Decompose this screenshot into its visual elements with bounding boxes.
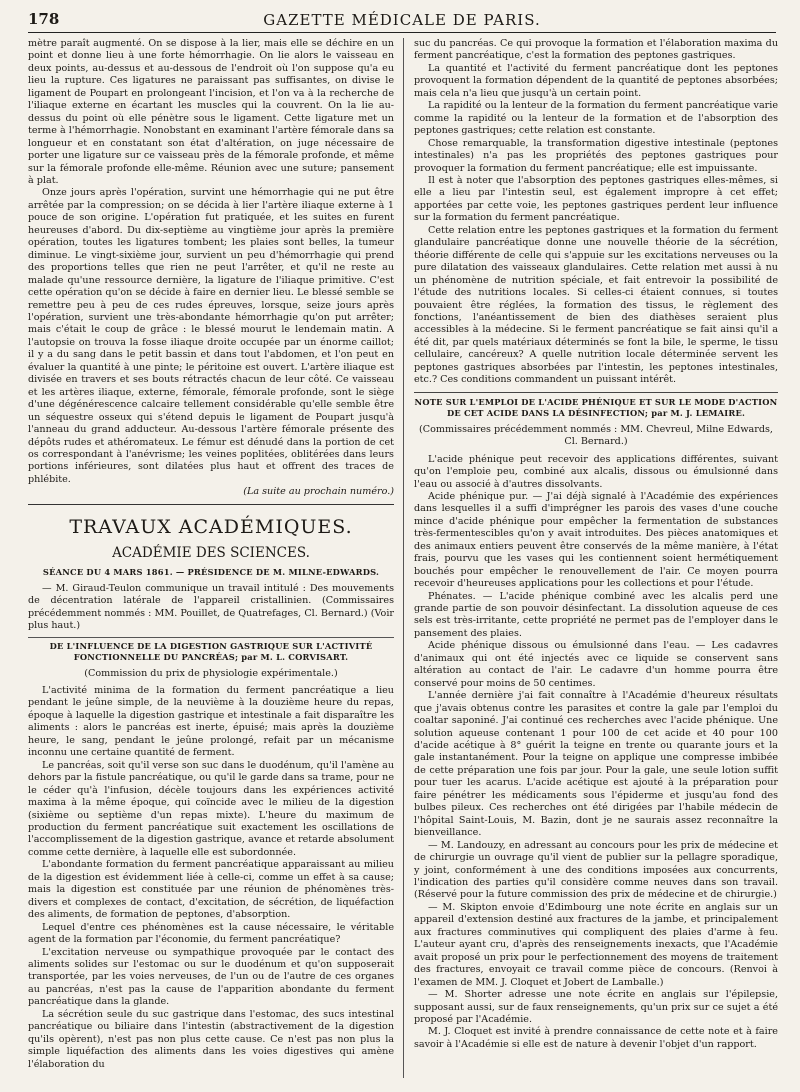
paragraph: Cette relation entre les peptones gastriques et la formation du ferment glandulaire pancréatique donne une nouvelle théorie de la sécrétion, théorie différente de celle qui s'appuie sur les excitations nerveuses ou la pure dilatation des vaisseaux glandulaires. Cette relation met aussi à nu un phénomène de nutrition spéciale, et fait entrevoir la possibilité de l'étude des nutritions locales. Si celles-ci étaient connues, si toutes pouvaient être réglées, la formation des tissus, le règlement des fonctions, l'anéantissement de bien des diathèses seraient plus accessibles à la médecine. Si le ferment pancréatique se fait ainsi qu'il a été dit, par quels matériaux déterminés se font la bile, le sperme, le tissu cellulaire, cancéreux? A quelle nutrition locale déterminée servent les peptones gastriques absorbées par l'intestin, les peptones intestinales, etc.? Ces conditions commandent un puissant intérêt.: [414, 224, 778, 386]
paragraph: Chose remarquable, la transformation digestive intestinale (peptones intestinales) n'a pas les propriétés des peptones gastriques pour provoquer la formation du ferment pancréatique; elle est impuissante.: [414, 137, 778, 174]
column-divider: [403, 38, 404, 1078]
paragraph: L'année dernière j'ai fait connaître à l'Académie d'heureux résultats que j'avais obtenus contre les parasites et contre la gale par l'emploi du coaltar saponiné. J'ai continué ces recherches avec l'acide phénique. Une solution aqueuse contenant 1 pour 100 de cet acide et 40 pour 100 d'acide acétique à 8° guérit la teigne en trente ou quarante jours et la gale instantanément. Pour la teigne on applique une compresse imbibée de cette préparation une fois par jour. Pour la gale, une seule lotion suffit pour tuer les acarus. L'acide acétique est ajouté à la préparation pour faire pénétrer les médicaments sous l'épiderme et jusqu'au fond des bulbes pileux. Ces recherches ont été dirigées par l'habile médecin de l'hôpital Saint-Louis, M. Bazin, dont je ne saurais assez reconnaître la bienveillance.: [414, 690, 778, 839]
paragraph: La sécrétion seule du suc gastrique dans l'estomac, des sucs intestinal pancréatique ou biliaire dans l'intestin (abstractivement de la digestion qu'ils opèrent), n'est pas non plus cette cause. Ce n'est pas non plus la simple liquéfaction des aliments dans les voies digestives qui amène l'élaboration du: [28, 1008, 394, 1070]
paragraph: — M. Landouzy, en adressant au concours pour les prix de médecine et de chirurgie un ouvrage qu'il vient de publier sur la pellagre sporadique, y joint, conformément à une des conditions imposées aux concurrents, l'indication des parties qu'il considère comme neuves dans son travail. (Réservé pour la future commission des prix de médecine et de chirurgie.): [414, 839, 778, 901]
paragraph: L'excitation nerveuse ou sympathique provoquée par le contact des aliments solides sur l'estomac ou sur le duodénum et qu'on supposerait transportée, par les voies nerveuses, de l'un ou de l'autre de ces organes au pancréas, n'est pas la cause de l'apparition abondante du ferment pancréatique dans la glande.: [28, 946, 394, 1008]
paragraph: Acide phénique pur. — J'ai déjà signalé à l'Académie des expériences dans lesquelles il a suffi d'imprégner les parois des vases d'une couche mince d'acide phénique pour empêcher la fermentation de substances très-fermentescibles qu'on y avait introduites. Des pièces anatomiques et des animaux entiers peuvent être conservés de la même manière, à l'état frais, pourvu que les vases qui les contiennent soient hermétiquement bouchés pour empêcher le renouvellement de l'air. Ce moyen pourra recevoir d'heureuses applications pour les collections et pour l'étude.: [414, 490, 778, 590]
paragraph: La quantité et l'activité du ferment pancréatique dont les peptones provoquent la formation dépendent de la quantité de peptones absorbées; mais cela n'a lieu que jusqu'à un certain point.: [414, 62, 778, 99]
section-title: TRAVAUX ACADÉMIQUES.: [69, 515, 353, 538]
paragraph: M. J. Cloquet est invité à prendre connaissance de cette note et à faire savoir à l'Académie si elle est de nature à devenir l'objet d'un rapport.: [414, 1026, 778, 1050]
paragraph: Acide phénique dissous ou émulsionné dans l'eau. — Les cadavres d'animaux qui ont été injectés avec ce liquide se conservent sans altération au contact de l'air. Le cadavre d'un homme pourra être conservé pour moins de 50 centimes.: [414, 640, 778, 689]
journal-title: GAZETTE MÉDICALE DE PARIS.: [263, 11, 541, 29]
paragraph: L'abondante formation du ferment pancréatique apparaissant au milieu de la digestion est évidemment liée à celle-ci, comme un effet à sa cause; mais la digestion est constituée par une réunion de phénomènes très-divers et complexes de contact, d'excitation, de sécrétion, de liquéfaction des aliments, de formation de peptones, d'absorption.: [28, 859, 394, 921]
continued-note: (La suite au prochain numéro.): [243, 486, 394, 498]
paragraph: suc du pancréas. Ce qui provoque la formation et l'élaboration maxima du ferment pancréatique, c'est la formation des peptones gastriques.: [414, 38, 778, 62]
paragraph: Le pancréas, soit qu'il verse son suc dans le duodénum, qu'il l'amène au dehors par la fistule pancréatique, ou qu'il le garde dans sa trame, pour ne le céder qu'à l'infusion, décèle toujours dans les expériences activité maxima à la même époque, qui coïncide avec le milieu de la digestion (sixième ou septième d'un repas mixte). L'heure du maximum de production du ferment pancréatique suit exactement les oscillations de l'accomplissement de la digestion gastrique, avance et retarde absolument comme cette dernière, à laquelle elle est subordonnée.: [28, 759, 394, 858]
left-column: [28, 38, 394, 1071]
article-title: NOTE SUR L'EMPLOI DE L'ACIDE PHÉNIQUE ET SUR LE MODE D'ACTION DE CET ACIDE DANS LA DÉSINFECTION; par M. J. LEMAIRE.: [414, 392, 778, 419]
article-title: DE L'INFLUENCE DE LA DIGESTION GASTRIQUE SUR L'ACTIVITÉ FONCTIONNELLE DU PANCRÉAS; par M. L. CORVISART.: [49, 640, 373, 662]
paragraph: La rapidité ou la lenteur de la formation du ferment pancréatique varie comme la rapidité ou la lenteur de la formation et de l'absorption des peptones gastriques; cette relation est constante.: [414, 100, 778, 137]
paragraph: mètre paraît augmenté. On se dispose à la lier, mais elle se déchire en un point et donne lieu à une forte hémorrhagie. On lie alors le vaisseau en deux points, au-dessus et au-dessous de l'endroit où l'on suppose qu'a eu lieu la rupture. Ces ligatures ne paraissant pas suffisantes, on divise le ligament de Poupart en prolongeant l'incision, et l'on va à la recherche de l'iliaque externe en écartant les muscles qui la couvrent. On la lie au-dessus du point où elle pénètre sous le ligament. Cette ligature met un terme à l'hémorrhagie. Nonobstant en examinant l'artère fémorale dans sa longueur et en constatant son état d'altération, on juge nécessaire de porter une ligature sur ce vaisseau près de la fémorale profonde, et même sur la fémorale profonde elle-même. Réunion avec une suture; pansement à plat.: [28, 38, 394, 186]
paragraph: Onze jours après l'opération, survint une hémorrhagie qui ne put être arrêtée par la compression; on se décida à lier l'artère iliaque externe à 1 pouce de son origine. L'opération fut pratiquée, et les suites en furent heureuses d'abord. Du dix-septième au vingtième jour après la première opération, toutes les ligatures tombent; les plaies sont belles, la tumeur diminue. Le vingt-sixième jour, survient un peu d'hémorrhagie qui prend des proportions telles que rien ne peut l'arrêter, et qu'il ne reste au malade qu'une ressource dernière, la ligature de l'iliaque primitive. C'est cette opération qu'on se décide à faire en dernier lieu. Le blessé semble se remettre peu à peu de ces rudes épreuves, lorsque, seize jours après l'opération, survient une très-abondante hémorrhagie qu'on put arrêter; mais c'était le coup de grâce : le blessé mourut le lendemain matin. A l'autopsie on trouva la fosse iliaque droite occupée par un énorme caillot; il y a du sang dans le petit bassin et dans tout l'abdomen, et l'on peut en évaluer la quantité à une pinte; le péritoine est ouvert. L'artère iliaque est divisée en travers et ses bouts rétractés chacun de leur côté. Ce vaisseau et les artères iliaque, externe, fémorale, fémorale profonde, sont le siège d'une dégénérescence calcaire tellement considérable qu'elle semble être un séquestre osseux qui s'étend depuis le ligament de Poupart jusqu'à l'anneau du grand adducteur. Au-dessous l'artère fémorale présente des dépôts rudes et athéromateux. Le fémur est dénudé dans la portion de cet os correspondant à l'anévrisme; les veines poplitées, oblitérées dans leurs portions inférieures, sont dilatées plus haut et offrent des traces de phlébite.: [28, 187, 394, 485]
paragraph: — M. Skipton envoie d'Edimbourg une note écrite en anglais sur un appareil d'extension destiné aux fractures de la jambe, et principalement aux fractures comminutives qui compliquent des plaies d'arme à feu. L'auteur ayant cru, d'après des renseignements inexacts, que l'Académie avait proposé un prix pour le perfectionnement des moyens de traitement des fractures, envoyait ce travail comme pièce de concours. (Renvoi à l'examen de MM. J. Cloquet et Jobert de Lamballe.): [414, 901, 778, 988]
paragraph: — M. Giraud-Teulon communique un travail intitulé : Des mouvements de décentration latérale de l'appareil cristallinien. (Commissaires précédemment nommés : MM. Pouillet, de Quatrefages, Cl. Bernard.) (Voir plus haut.): [28, 582, 394, 632]
commission-note: (Commission du prix de physiologie expérimentale.): [84, 667, 338, 679]
paragraph: L'activité minima de la formation du ferment pancréatique a lieu pendant le jeûne simple, de la neuvième à la douzième heure du repas, époque à laquelle la digestion gastrique et intestinale a fait disparaître les aliments : alors le pancréas est inerte, épuisé; mais après la douzième heure, le sang, pendant le jeûne prolongé, refait par un mécanisme inconnu une certaine quantité de ferment.: [28, 685, 394, 759]
section-rule: [28, 504, 394, 505]
right-column: [414, 38, 778, 1051]
page-header: [28, 10, 776, 33]
paragraph: Lequel d'entre ces phénomènes est la cause nécessaire, le véritable agent de la formation par l'économie, du ferment pancréatique?: [28, 921, 394, 946]
academy-heading: ACADÉMIE DES SCIENCES.: [112, 544, 310, 561]
seance-heading: SÉANCE DU 4 MARS 1861. — PRÉSIDENCE DE M. MILNE-EDWARDS.: [42, 566, 380, 577]
commission-note: (Commissaires précédemment nommés : MM. Chevreul, Milne Edwards, Cl. Bernard.): [419, 423, 773, 448]
paragraph: Il est à noter que l'absorption des peptones gastriques elles-mêmes, si elle a lieu par l'intestin seul, est également impropre à cet effet; apportées par cette voie, les peptones gastriques perdent leur influence sur la formation du ferment pancréatique.: [414, 174, 778, 224]
page-number: 178: [28, 10, 60, 28]
article-rule: [28, 637, 394, 638]
paragraph: — M. Shorter adresse une note écrite en anglais sur l'épilepsie, supposant aussi, sur de faux renseignements, qu'un prix sur ce sujet a été proposé par l'Académie.: [414, 989, 778, 1025]
paragraph: L'acide phénique peut recevoir des applications différentes, suivant qu'on l'emploie peu, combiné aux alcalis, dissous ou émulsionné dans l'eau ou associé à d'autres dissolvants.: [414, 453, 778, 490]
paragraph: Phénates. — L'acide phénique combiné avec les alcalis perd une grande partie de son pouvoir désinfectant. La dissolution aqueuse de ces sels est très-irritante, cette propriété ne permet pas de l'employer dans le pansement des plaies.: [414, 590, 778, 639]
